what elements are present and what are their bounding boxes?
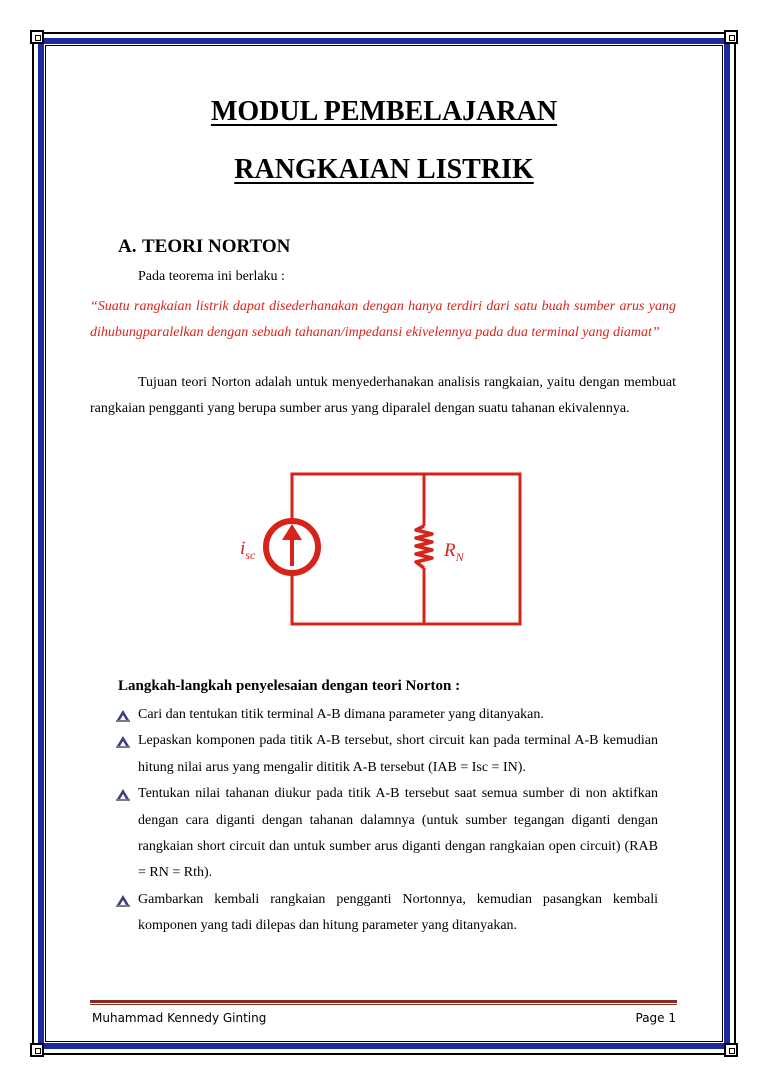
document-title: MODUL PEMBELAJARAN (210, 96, 558, 127)
norton-circuit-diagram (228, 466, 528, 636)
section-number: A. (118, 236, 137, 257)
intro-paragraph: Pada teorema ini berlaku : (138, 269, 285, 284)
corner-ornament-top-left (30, 30, 44, 44)
footer-rule-thick (90, 1000, 677, 1003)
corner-ornament-top-right (724, 30, 738, 44)
step-text: Tentukan nilai tahanan diukur pada titik A-B tersebut saat semua sumber di non aktifkan dengan cara diganti dengan tahanan dalamnya (untuk sumber tegangan diganti dengan rangkaian short circuit dan untuk sumber arus diganti dengan rangkaian open circuit) (RAB = RN = Rth). (138, 786, 658, 881)
corner-ornament-bottom-left (30, 1043, 44, 1057)
steps-title: Langkah-langkah penyelesaian dengan teori Norton : (118, 678, 461, 694)
norton-definition-quote: “Suatu rangkaian listrik dapat disederhanakan dengan hanya terdiri dari satu buah sumber arus yang dihubungparalelkan dengan sebuah tahanan/impedansi ekivelennya pada dua terminal yang diamat” (90, 299, 676, 340)
list-item (112, 702, 658, 728)
section-heading-text: TEORI NORTON (142, 236, 291, 257)
bullet-arrow-icon (116, 893, 130, 907)
corner-ornament-bottom-right (724, 1043, 738, 1057)
circuit-wires (292, 474, 520, 624)
step-text: Lepaskan komponen pada titik A-B tersebut, short circuit kan pada terminal A-B kemudian hitung nilai arus yang mengalir dititik A-B tersebut (IAB = Isc = IN). (138, 733, 658, 775)
bullet-arrow-icon (116, 708, 130, 722)
step-text: Cari dan tentukan titik terminal A-B dimana parameter yang ditanyakan. (138, 707, 544, 722)
bullet-arrow-icon (116, 787, 130, 801)
list-item (112, 728, 658, 781)
footer-page-number: Page 1 (635, 1011, 676, 1025)
list-item (112, 887, 658, 940)
section-heading (118, 236, 290, 258)
footer-rule-thin (90, 1004, 677, 1005)
resistor-icon (416, 526, 432, 568)
norton-goal-paragraph: Tujuan teori Norton adalah untuk menyederhanakan analisis rangkaian, yaitu dengan membuat rangkaian pengganti yang berupa sumber arus yang diparalel dengan suatu tahanan ekivalennya. (90, 375, 676, 416)
step-text: Gambarkan kembali rangkaian pengganti Nortonnya, kemudian pasangkan kembali komponen yang tadi dilepas dan hitung parameter yang ditanyakan. (138, 891, 658, 934)
steps-list (112, 702, 658, 940)
current-source-icon (266, 521, 318, 573)
list-item (112, 781, 658, 887)
source-label: $i_{sc}$ (240, 538, 256, 562)
bullet-arrow-icon (116, 734, 130, 748)
document-subtitle: RANGKAIAN LISTRIK (234, 154, 534, 185)
footer-author: Muhammad Kennedy Ginting (92, 1011, 267, 1025)
resistor-label: $R_N$ (444, 540, 464, 564)
outer-loop-wire (292, 474, 520, 624)
